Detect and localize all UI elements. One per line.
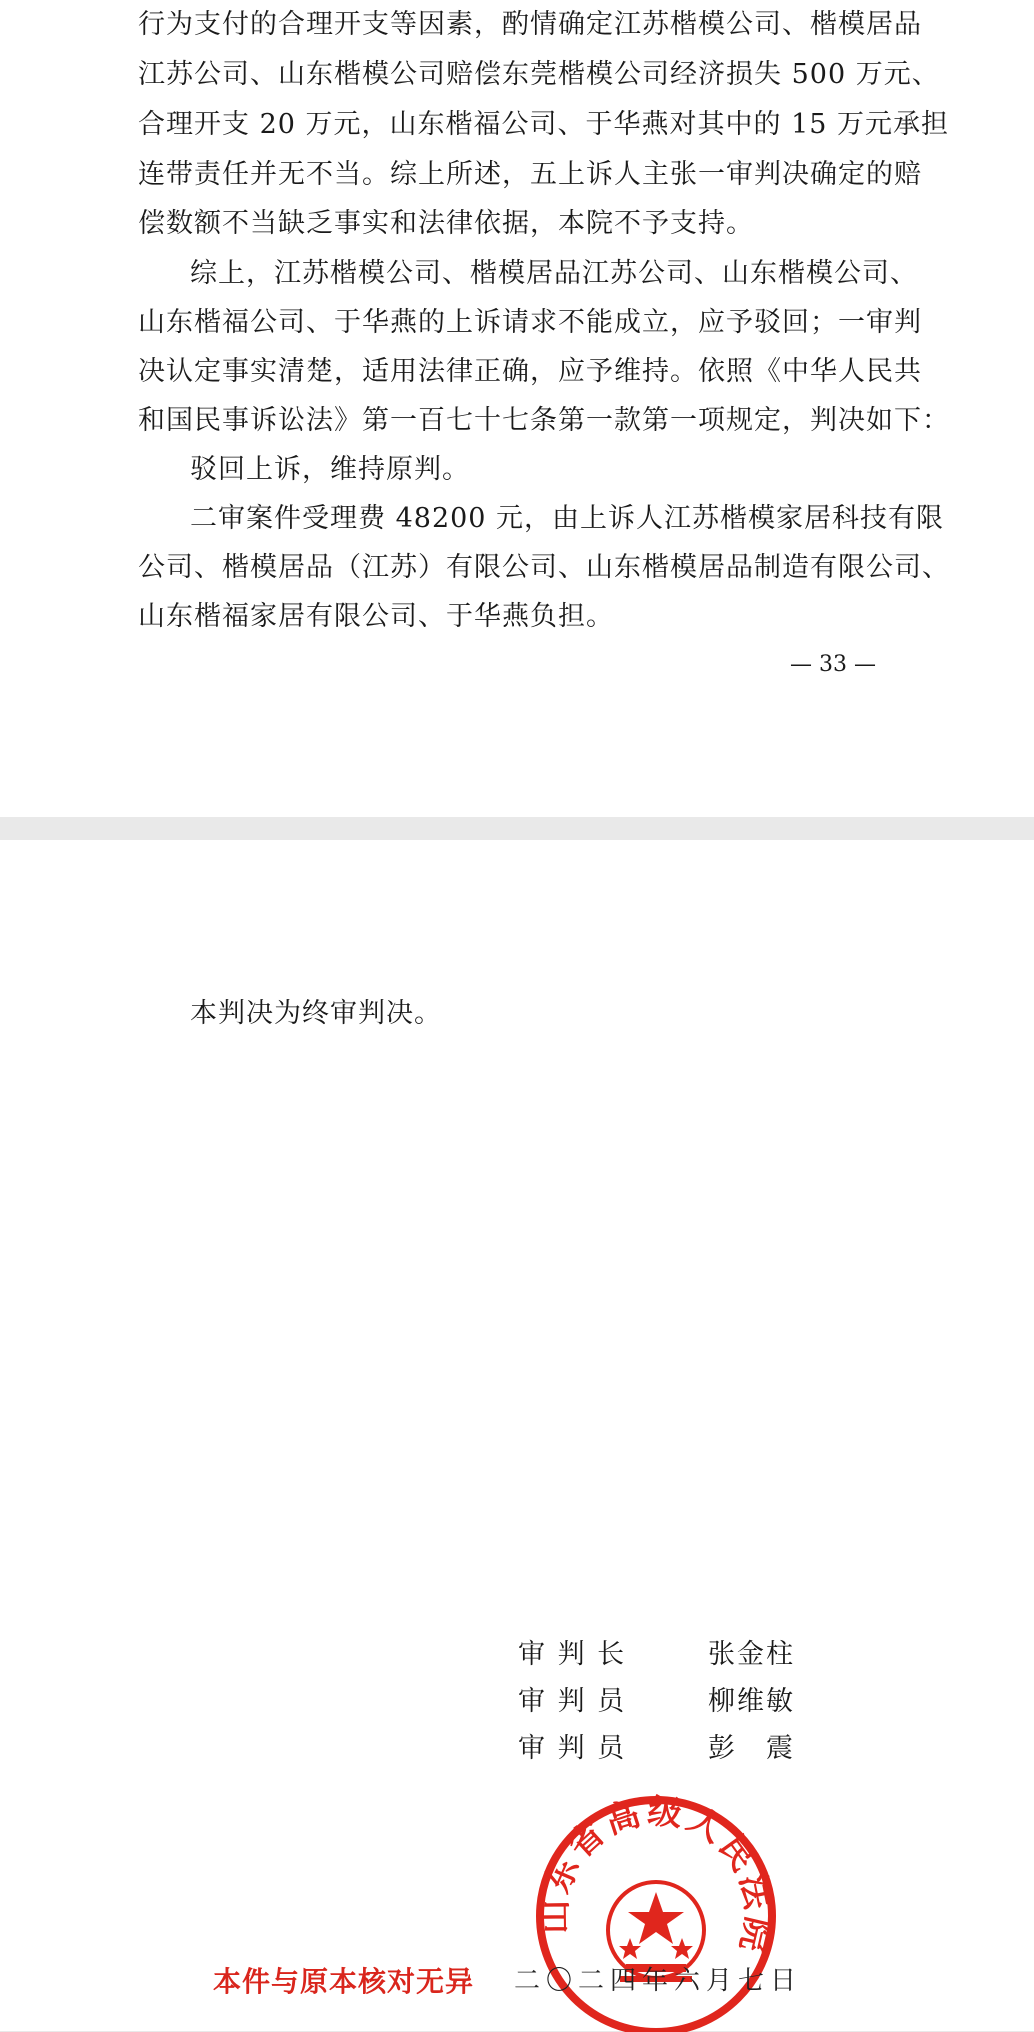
judge-title: 审 判 员 xyxy=(518,1686,627,1717)
judge-name: 柳维敏 xyxy=(708,1686,795,1717)
body-text-line: 偿数额不当缺乏事实和法律依据，本院不予支持。 xyxy=(138,208,754,239)
judge-name: 彭 震 xyxy=(708,1733,795,1764)
page-divider xyxy=(0,830,1034,840)
body-text-line: 连带责任并无不当。综上所述，五上诉人主张一审判决确定的赔 xyxy=(138,159,922,190)
document-page-33 xyxy=(0,0,1034,817)
judge-title: 审 判 员 xyxy=(518,1733,627,1764)
verification-stamp: 本件与原本核对无异 xyxy=(213,1965,475,1998)
document-page-34 xyxy=(0,830,1034,2031)
body-text-line: 二审案件受理费 48200 元，由上诉人江苏楷模家居科技有限 xyxy=(190,503,945,534)
judgment-date: 二〇二四年六月七日 xyxy=(514,1966,803,1996)
body-text-line: 综上，江苏楷模公司、楷模居品江苏公司、山东楷模公司、 xyxy=(190,258,918,289)
body-text-line: 公司、楷模居品（江苏）有限公司、山东楷模居品制造有限公司、 xyxy=(138,552,950,583)
body-text-line: 山东楷福公司、于华燕的上诉请求不能成立，应予驳回；一审判 xyxy=(138,307,922,338)
body-text-line: 决认定事实清楚，适用法律正确，应予维持。依照《中华人民共 xyxy=(138,356,922,387)
svg-text:山东省高级人民法院 xyxy=(535,1791,779,1959)
body-text-line: 江苏公司、山东楷模公司赔偿东莞楷模公司经济损失 500 万元、 xyxy=(138,59,940,90)
judgment-line: 驳回上诉，维持原判。 xyxy=(190,454,470,485)
final-judgment-statement: 本判决为终审判决。 xyxy=(190,998,442,1029)
body-text-line: 和国民事诉讼法》第一百七十七条第一款第一项规定，判决如下： xyxy=(138,405,950,436)
judge-title: 审 判 长 xyxy=(518,1639,627,1670)
body-text-line: 合理开支 20 万元，山东楷福公司、于华燕对其中的 15 万元承担 xyxy=(138,109,950,140)
judge-name: 张金柱 xyxy=(708,1639,795,1670)
seal-text: 山东省高级人民法院 xyxy=(534,1791,779,1960)
body-text-line: 行为支付的合理开支等因素，酌情确定江苏楷模公司、楷模居品 xyxy=(138,9,922,40)
body-text-line: 山东楷福家居有限公司、于华燕负担。 xyxy=(138,601,614,632)
page-number: — 33 — xyxy=(790,652,876,677)
